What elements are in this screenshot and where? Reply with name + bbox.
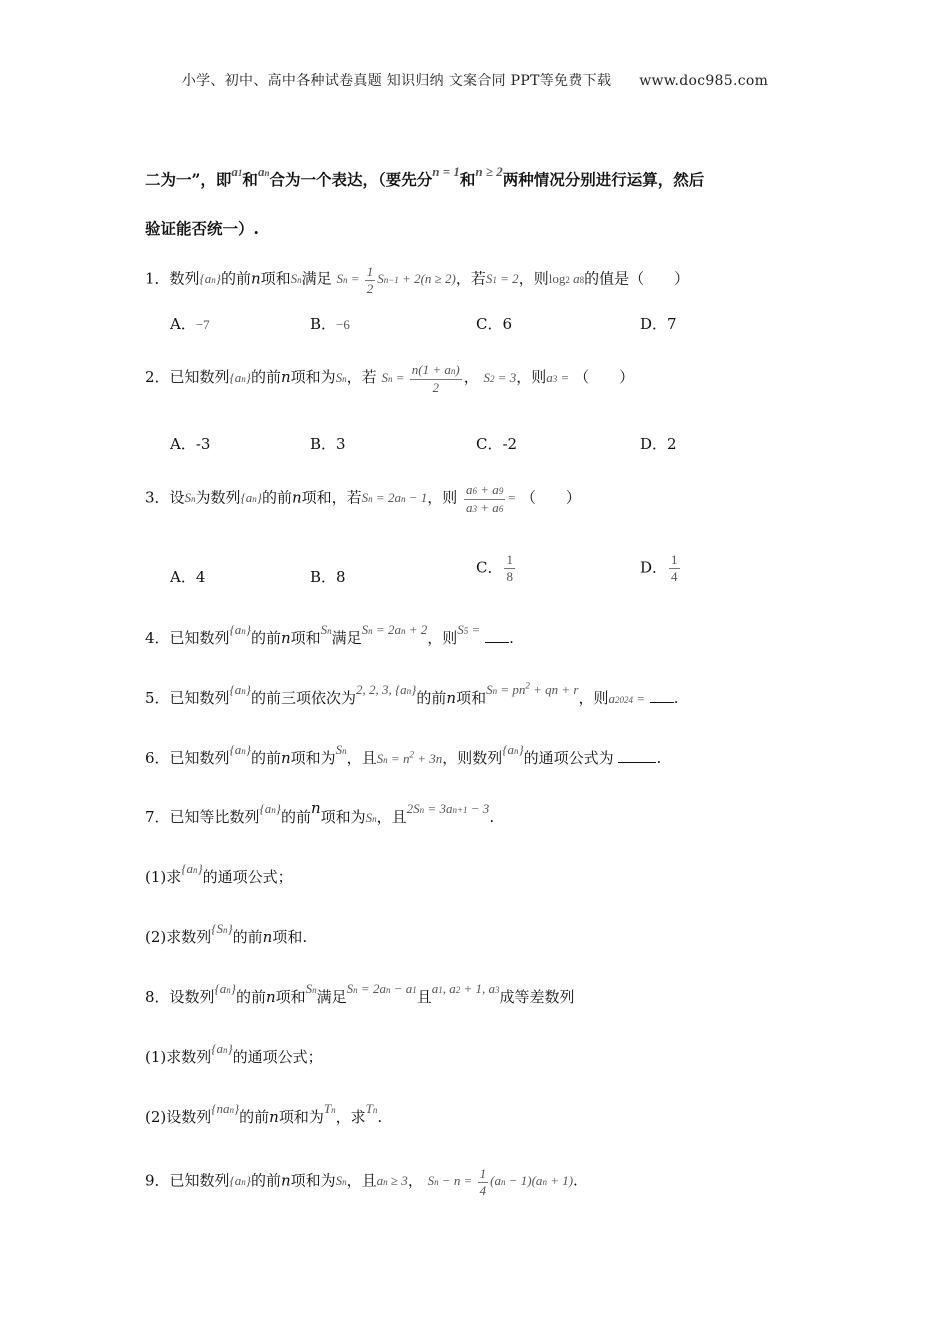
answer-blank[interactable]: [618, 750, 656, 763]
option-label: A．: [170, 435, 196, 453]
q5-n: n: [446, 689, 457, 707]
q5-text: 5．已知数列: [145, 689, 230, 707]
q5-text: ，则: [578, 689, 609, 707]
q8-text: 的前: [235, 988, 266, 1006]
q6-text: 的前: [250, 749, 281, 767]
option-label: D．: [640, 435, 668, 453]
option-value: -2: [502, 435, 518, 453]
q8-text: 项和为: [278, 1108, 324, 1126]
q8-text: ，求: [335, 1108, 366, 1126]
q9-n: n: [280, 1171, 291, 1190]
q3-n: n: [291, 488, 302, 507]
q7-n: n: [310, 799, 321, 817]
q4-text: 4．已知数列: [145, 629, 230, 647]
math-seq-an: {an}: [229, 369, 251, 385]
math-seq-an: {an}: [214, 981, 236, 996]
question-5: [145, 680, 679, 708]
option-label: D．: [640, 315, 668, 333]
q3-option-c[interactable]: [476, 552, 517, 585]
q9-text: ，: [407, 1171, 423, 1190]
math-n-ge-2: n ≥ 2: [475, 164, 503, 179]
q5-text: 的前三项依次为: [250, 689, 356, 707]
option-label: A．: [170, 315, 196, 333]
q2-text: ，若: [346, 367, 377, 386]
q5-text: .: [673, 689, 679, 707]
q2-text: 项和为: [290, 367, 336, 386]
q2-text: （ ）: [574, 367, 635, 386]
q1-text: 项和: [260, 269, 291, 288]
math-sn: Sn: [290, 271, 302, 287]
q7-text: .: [489, 808, 495, 826]
option-value: 4: [195, 568, 206, 586]
math-an-ge-3: an ≥ 3: [376, 1173, 408, 1189]
math-seq-an: {an}: [211, 1041, 233, 1056]
q1-text: ，则: [518, 269, 549, 288]
q8-text: (1)求数列: [145, 1048, 212, 1066]
option-value: 2: [667, 435, 677, 453]
option-value: 7: [667, 315, 677, 333]
q4-text: ，则: [427, 629, 458, 647]
q2-option-a[interactable]: [170, 433, 210, 454]
q7-part-2: [145, 921, 308, 947]
q2-text: 2．已知数列: [145, 367, 230, 386]
q9-text: 9．已知数列: [145, 1171, 230, 1190]
q4-n: n: [280, 629, 291, 647]
q2-text: 的前: [250, 367, 281, 386]
q2-option-c[interactable]: [476, 433, 517, 454]
option-label: D．: [640, 558, 668, 577]
math-q3-ratio: $\frac{a6 + a9}{a3 + a6}$ =: [466, 482, 517, 515]
q6-text: 6．已知数列: [145, 749, 230, 767]
math-seq-an: {an}: [229, 1173, 251, 1189]
math-q1-recurrence: Sn = $\frac{1}{2}$ Sn−1 + 2(n ≥ 2): [336, 264, 456, 296]
question-4: [145, 622, 514, 648]
math-q6-formula: $Sn = n^2 + 3n$: [376, 749, 443, 766]
q2-option-d[interactable]: [640, 433, 677, 454]
q1-option-d[interactable]: [640, 313, 677, 334]
option-label: B．: [310, 568, 337, 586]
option-label: B．: [310, 315, 337, 333]
math-q7-formula: 2Sn = 3an+1 − 3: [406, 801, 490, 816]
intro-text: 合为一个表达，（要先分: [269, 170, 433, 189]
math-an: an: [257, 164, 270, 179]
q6-text: ，则数列: [442, 749, 503, 767]
intro-text: 和: [242, 170, 258, 189]
intro-text: 二为一”，即: [145, 170, 232, 189]
q8-part-1: [145, 1041, 323, 1067]
q7-text: 的前: [232, 928, 263, 946]
option-value: −7: [195, 317, 210, 332]
option-label: C．: [476, 435, 503, 453]
q7-text: 项和.: [272, 928, 308, 946]
option-denominator: 8: [506, 569, 513, 584]
q5-text: 项和: [456, 689, 487, 707]
option-value: 6: [502, 315, 513, 333]
math-sn: Sn: [320, 622, 332, 637]
header-text: 小学、初中、高中各种试卷真题 知识归纳 文案合同 PPT等免费下载: [181, 73, 612, 89]
math-sn: Sn: [335, 369, 347, 385]
q3-text: 3．设: [145, 488, 185, 507]
math-seq-an: {an}: [502, 742, 524, 757]
math-seq-an: {an}: [229, 742, 251, 757]
q8-text: 8．设数列: [145, 988, 215, 1006]
option-label: C．: [476, 315, 503, 333]
answer-blank[interactable]: [485, 630, 509, 643]
math-q8-terms: a1, a2 + 1, a3: [431, 981, 500, 996]
q3-text: （ ）: [520, 488, 581, 507]
q3-text: 的前: [261, 488, 292, 507]
q1-option-b[interactable]: [310, 313, 350, 334]
math-tn: Tn: [323, 1101, 336, 1116]
header-site: www.doc985.com: [639, 73, 769, 89]
math-sn: Sn: [335, 1173, 347, 1189]
math-sn: Sn: [305, 981, 317, 996]
q4-text: .: [509, 629, 514, 647]
math-n-eq-1: n = 1: [432, 164, 460, 179]
q1-n: n: [250, 269, 261, 288]
q1-text: 1．数列: [145, 269, 200, 288]
page-header: [0, 70, 950, 90]
q7-text: 7．已知等比数列: [145, 808, 260, 826]
math-q3-formula: Sn = 2an − 1: [361, 490, 428, 506]
q7-text: 的前: [280, 808, 311, 826]
q5-text: 的前: [416, 689, 447, 707]
q1-option-c[interactable]: [476, 313, 512, 334]
q4-text: 项和: [290, 629, 321, 647]
q8-text: 项和: [275, 988, 306, 1006]
option-value: 3: [336, 435, 346, 453]
math-q4-formula: Sn = 2an + 2: [361, 622, 428, 637]
option-value: −6: [336, 317, 350, 332]
q6-n: n: [280, 749, 291, 767]
math-seq-an: {an}: [199, 271, 221, 287]
q8-text: (2)设数列: [145, 1108, 212, 1126]
math-seq-an: {an}: [240, 490, 262, 506]
q8-text: 且: [416, 988, 432, 1006]
question-1: [145, 264, 689, 297]
intro-text: 两种情况分别进行运算，然后: [502, 170, 705, 189]
question-7: [145, 799, 495, 827]
math-q2-formula: Sn = $\frac{n(1 + an)}{2}$: [381, 362, 460, 395]
q7-text: (1)求: [145, 868, 182, 886]
q6-text: ，且: [346, 749, 377, 767]
q3-option-b[interactable]: [310, 566, 346, 587]
q1-text: 满足: [301, 269, 332, 288]
math-q5-terms: 2, 2, 3, {an}: [355, 682, 417, 697]
q2-n: n: [280, 367, 291, 386]
q7-text: 项和为: [320, 808, 366, 826]
q9-text: ，且: [346, 1171, 377, 1190]
q7-text: ，且: [376, 808, 407, 826]
q2-text: ，: [463, 367, 479, 386]
q9-text: .: [573, 1171, 578, 1190]
math-a1: a1: [231, 164, 243, 179]
q1-text: 的值是（ ）: [584, 269, 690, 288]
math-a2024: a2024 =: [608, 691, 646, 706]
q9-text: 的前: [250, 1171, 281, 1190]
question-8: [145, 981, 575, 1007]
q4-text: 的前: [250, 629, 281, 647]
q3-text: 项和，若: [301, 488, 362, 507]
math-seq-sn: {Sn}: [211, 921, 233, 936]
q8-text: 的前: [239, 1108, 270, 1126]
math-tn: Tn: [365, 1101, 378, 1116]
math-s2-eq-3: S2 = 3: [483, 369, 517, 385]
q9-text: 项和为: [290, 1171, 336, 1190]
answer-blank[interactable]: [650, 690, 674, 703]
q8-text: 的通项公式；: [232, 1048, 323, 1066]
q8-text: 满足: [316, 988, 347, 1006]
math-log2-a8: log2 a8: [548, 271, 585, 287]
q1-option-a[interactable]: [170, 313, 210, 334]
math-seq-nan: {nan}: [211, 1101, 240, 1116]
intro-text: 和: [459, 170, 476, 189]
q6-text: 的通项公式为: [523, 749, 619, 767]
intro-line-1: [145, 164, 705, 190]
q6-text: .: [656, 749, 662, 767]
q7-part-1: [145, 861, 293, 887]
option-numerator: 1: [671, 552, 678, 567]
q4-text: 满足: [331, 629, 362, 647]
q1-text: ，若: [455, 269, 486, 288]
q1-text: 的前: [220, 269, 251, 288]
math-sn: Sn: [184, 490, 196, 506]
math-seq-an: {an}: [259, 801, 281, 816]
math-a3: a3 =: [546, 369, 570, 385]
q3-option-a[interactable]: [170, 566, 205, 587]
q3-text: 为数列: [195, 488, 241, 507]
q2-text: ，则: [516, 367, 547, 386]
math-seq-an: {an}: [229, 682, 251, 697]
question-2: [145, 362, 634, 396]
math-seq-an: {an}: [229, 622, 251, 637]
q8-n: n: [265, 988, 276, 1006]
math-q5-formula: $Sn = pn^2$ + qn + r: [486, 680, 579, 697]
math-q9-formula: Sn − n = $\frac{1}{4}$ (an − 1)(an + 1): [427, 1166, 574, 1198]
q3-text: ，则: [427, 488, 458, 507]
option-value: -3: [195, 435, 211, 453]
option-value: 8: [336, 568, 346, 586]
q8-text: .: [377, 1108, 383, 1126]
math-sn: Sn: [365, 810, 377, 825]
q7-text: (2)求数列: [145, 928, 212, 946]
question-3: [145, 482, 581, 517]
q7-text: 的通项公式；: [202, 868, 293, 886]
option-label: C．: [476, 558, 503, 577]
q8-part-2: [145, 1101, 383, 1127]
question-6: [145, 742, 662, 768]
option-label: B．: [310, 435, 337, 453]
q3-option-d[interactable]: [640, 552, 682, 585]
option-label: A．: [170, 568, 196, 586]
q6-text: 项和为: [290, 749, 336, 767]
option-numerator: 1: [506, 552, 513, 567]
q2-option-b[interactable]: [310, 433, 346, 454]
intro-line-2: 验证能否统一）.: [145, 219, 259, 238]
q8-text: 成等差数列: [499, 988, 575, 1006]
math-seq-an: {an}: [181, 861, 203, 876]
option-denominator: 4: [671, 569, 678, 584]
math-s1-eq-2: S1 = 2: [485, 271, 519, 287]
math-q8-formula: Sn = 2an − a1: [346, 981, 417, 996]
q7-n: n: [262, 928, 273, 946]
math-s5: S5 =: [457, 622, 481, 637]
q8-n: n: [269, 1108, 279, 1126]
math-sn: Sn: [335, 742, 347, 757]
question-9: [145, 1166, 578, 1199]
